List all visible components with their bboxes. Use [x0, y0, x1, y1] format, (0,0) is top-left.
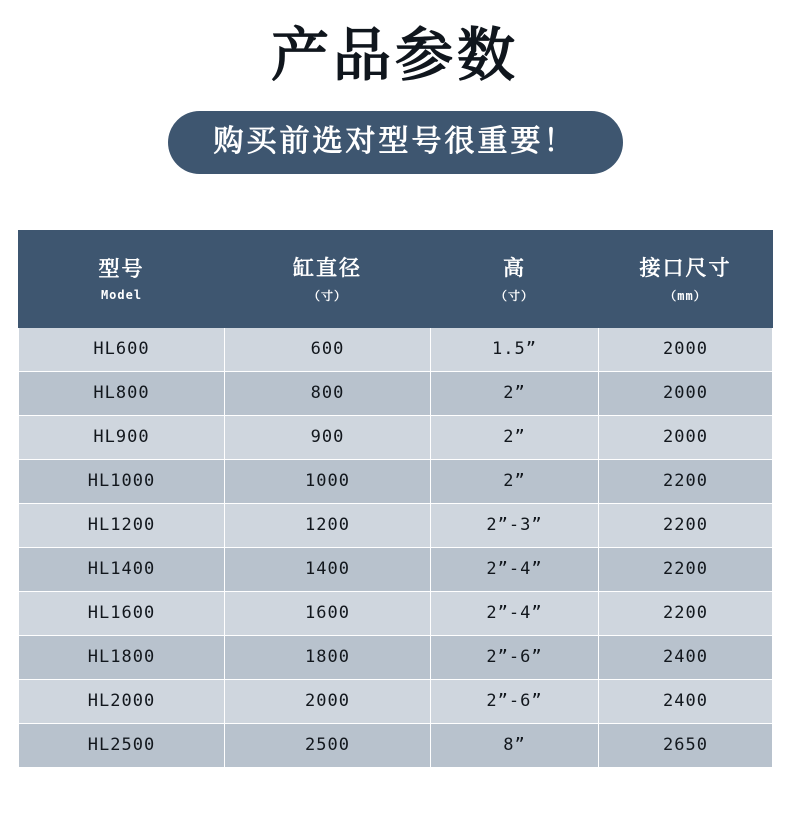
- page-title: 产品参数: [270, 21, 519, 89]
- cell-port: 2400: [599, 635, 773, 679]
- cell-height: 1.5”: [431, 327, 599, 371]
- cell-diameter: 1200: [225, 503, 431, 547]
- cell-port: 2200: [599, 591, 773, 635]
- cell-model: HL1400: [19, 547, 225, 591]
- table-row: [19, 503, 773, 547]
- cell-diameter: 1600: [225, 591, 431, 635]
- cell-model: HL1200: [19, 503, 225, 547]
- cell-diameter: 900: [225, 415, 431, 459]
- table-row: [19, 635, 773, 679]
- cell-port: 2200: [599, 547, 773, 591]
- cell-model: HL1800: [19, 635, 225, 679]
- column-header-diameter: [225, 230, 431, 327]
- spec-table-wrap: [18, 230, 772, 768]
- cell-port: 2650: [599, 723, 773, 767]
- cell-port: 2000: [599, 327, 773, 371]
- cell-diameter: 1800: [225, 635, 431, 679]
- column-header-diameter-en: （寸）: [307, 288, 347, 303]
- table-row: [19, 327, 773, 371]
- cell-model: HL600: [19, 327, 225, 371]
- cell-diameter: 800: [225, 371, 431, 415]
- cell-height: 8”: [431, 723, 599, 767]
- column-header-model-cn: 型号: [98, 257, 145, 282]
- cell-height: 2”-6”: [431, 679, 599, 723]
- cell-port: 2200: [599, 503, 773, 547]
- table-row: [19, 547, 773, 591]
- cell-diameter: 2500: [225, 723, 431, 767]
- table-row: [19, 459, 773, 503]
- table-row: [19, 371, 773, 415]
- cell-height: 2”: [431, 371, 599, 415]
- column-header-port-en: （mm）: [664, 288, 707, 303]
- table-row: [19, 415, 773, 459]
- column-header-port: [599, 230, 773, 327]
- table-head: [19, 230, 773, 327]
- cell-port: 2200: [599, 459, 773, 503]
- cell-port: 2400: [599, 679, 773, 723]
- cell-height: 2”-4”: [431, 547, 599, 591]
- cell-diameter: 2000: [225, 679, 431, 723]
- spec-table: [18, 230, 773, 768]
- column-header-height: [431, 230, 599, 327]
- cell-model: HL1600: [19, 591, 225, 635]
- cell-height: 2”: [431, 415, 599, 459]
- cell-model: HL2000: [19, 679, 225, 723]
- table-body: [19, 327, 773, 767]
- cell-height: 2”-6”: [431, 635, 599, 679]
- cell-height: 2”-3”: [431, 503, 599, 547]
- cell-height: 2”-4”: [431, 591, 599, 635]
- table-header-row: [19, 230, 773, 327]
- cell-diameter: 600: [225, 327, 431, 371]
- column-header-height-en: （寸）: [494, 288, 534, 303]
- cell-model: HL900: [19, 415, 225, 459]
- table-row: [19, 723, 773, 767]
- cell-model: HL2500: [19, 723, 225, 767]
- cell-port: 2000: [599, 371, 773, 415]
- column-header-port-cn: 接口尺寸: [639, 255, 732, 280]
- subtitle-banner-wrap: [0, 111, 790, 174]
- table-row: [19, 591, 773, 635]
- column-header-height-cn: 高: [503, 255, 526, 280]
- cell-diameter: 1400: [225, 547, 431, 591]
- column-header-diameter-cn: 缸直径: [293, 255, 362, 280]
- subtitle-banner: 购买前选对型号很重要！: [168, 111, 623, 174]
- cell-port: 2000: [599, 415, 773, 459]
- column-header-model: [19, 230, 225, 327]
- cell-model: HL1000: [19, 459, 225, 503]
- cell-model: HL800: [19, 371, 225, 415]
- table-row: [19, 679, 773, 723]
- cell-height: 2”: [431, 459, 599, 503]
- column-header-model-en: Model: [100, 288, 143, 303]
- cell-diameter: 1000: [225, 459, 431, 503]
